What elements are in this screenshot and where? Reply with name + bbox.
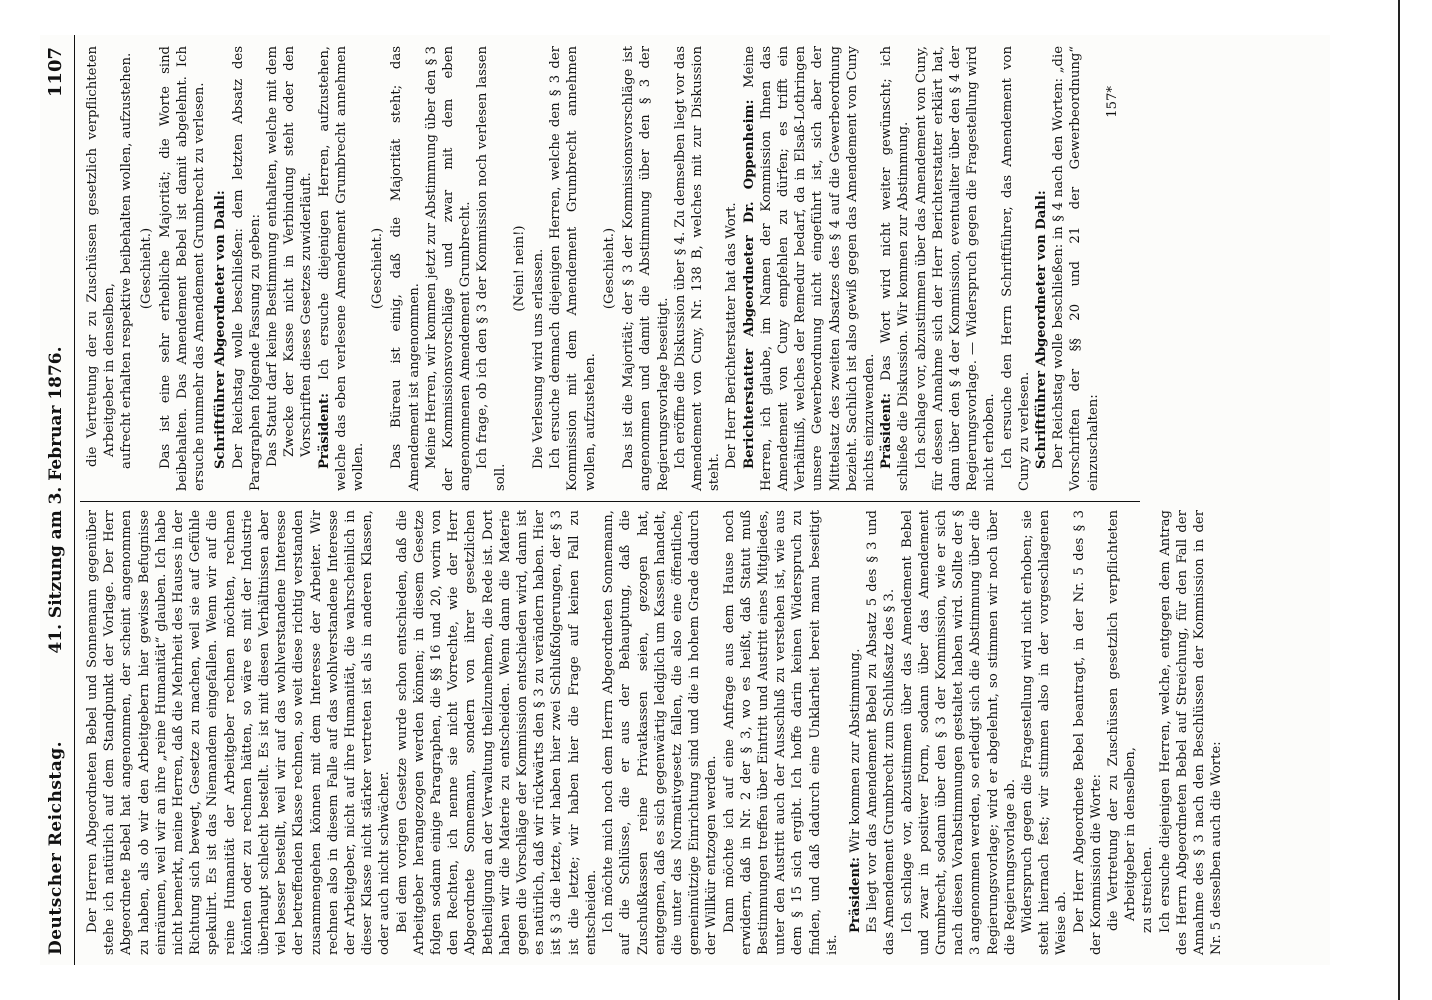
- paragraph: Ich schlage vor, abzustimmen über das Amendement von Cuny, für dessen Annahme sich der Herr Berichterstatter erklärt hat, dann über den § 4 der Kommission, eventualiter über den § 4 der Regierungsvorlage. — Widerspruch gegen die Fragestellung wird nicht erhoben.: [913, 45, 998, 491]
- page-number: 1107: [45, 47, 66, 98]
- paragraph: Der Herr Berichterstatter hat das Wort.: [724, 202, 740, 469]
- footer-number: 157*: [1104, 86, 1120, 118]
- paragraph: aufrecht erhalten respektive beibehalten wollen, aufzustehen.: [119, 52, 135, 469]
- paragraph: Das Büreau ist einig, daß die Majorität steht; das Amendement ist angenommen.: [389, 46, 422, 491]
- right-column: [84, 46, 1121, 491]
- secretary-statement: [212, 46, 229, 491]
- paragraph: Ich möchte mich noch dem Herrn Abgeordneten Sonnemann, auf die Schlüsse, die er aus der Behauptung, daß die Zuschußkassen reine Privatkassen seien, gezogen hat, entgegnen, daß es sich gegenwärtig lediglich um Kassen handelt, die unter das Normativgesetz fallen, die also eine öffentliche, gemeinnützige Einrichtung sind und die in hohem Grade dadurch der Willkür entzogen werden.: [601, 510, 720, 955]
- paragraph: zu streichen.: [1140, 846, 1156, 933]
- reporter-statement: [741, 46, 879, 491]
- paragraph: Das ist eine sehr erhebliche Majorität; die Worte sind beibehalten. Das Amendement Bebel ist damit abgelehnt. Ich ersuche nunmehr das Amendement Grumbrecht zu verlesen.: [157, 46, 208, 491]
- president-statement: [847, 510, 864, 955]
- interjection: (Geschieht.): [601, 227, 617, 310]
- scanned-page: [40, 35, 1330, 965]
- paragraph: Ich eröffne die Diskussion über § 4. Zu demselben liegt vor das Amendement von Cuny, Nr. 138 B, welches mit zur Diskussion steht.: [672, 46, 723, 491]
- paragraph: Der Herr Abgeordnete Bebel beantragt, in der Nr. 5 des § 3 der Kommission die Worte:: [1071, 510, 1104, 955]
- paragraph: Ich schlage vor, abzustimmen über das Amendement Bebel und zwar in positiver Form, sodann über das Amendement Grumbrecht, sodann über den § 3 der Kommission, wie er sich nach diesen Vorabstimmungen gestaltet haben wird. Sollte der § 3 angenommen werden, so erledigt sich die Abstimmung über die Regierungsvorlage; wird er abgelehnt, so stimmen wir noch über die Regierungsvorlage ab.: [899, 510, 1018, 955]
- president-statement: [316, 46, 368, 491]
- president-statement: [878, 46, 912, 491]
- interjection: (Geschieht.): [138, 227, 154, 310]
- quote: Das Statut darf keine Bestimmung enthalten, welche mit dem Zwecke der Kasse nicht in Verbindung steht oder den Vorschriften dieses Gesetzes zuwiderläuft.: [265, 46, 315, 467]
- speech-text: Meine Herren, ich glaube, im Namen der Kommission Ihnen das Amendement von Cuny empfehlen zu dürfen; es trifft ein Verhältniß, welches der Remedur bedarf, da in Elsaß-Lothringen unsere Gewerbeordnung nicht eingeführt ist, sich aber der Mittelsatz des zweiten Absatzes des § 4 auf die Gewerbeordnung bezieht. Sachlich ist also gewiß gegen das Amendement von Cuny nichts einzuwenden.: [741, 46, 877, 491]
- digitization-note: [1410, 140, 1424, 840]
- speaker-label: Berichterstatter Abgeordneter Dr. Oppenheim:: [741, 99, 757, 469]
- interjection: (Geschieht.): [370, 227, 386, 310]
- quote: die Vertretung der zu Zuschüssen gesetzlich verpflichteten Arbeitgeber in denselben,: [1105, 510, 1139, 931]
- interjection: (Nein! nein!): [511, 225, 527, 312]
- scan-edge: [1398, 0, 1400, 1000]
- paragraph: Es liegt vor das Amendement Bebel zu Absatz 5 des § 3 und das Amendement Grumbrecht zum Schlußsatz des § 3.: [865, 510, 898, 955]
- speech-text: Wir kommen zur Abstimmung.: [847, 648, 863, 857]
- paragraph: Ich ersuche diejenigen Herren, welche, entgegen dem Antrag des Herrn Abgeordneten Bebel auf Streichung, für den Fall der Annahme des § 3 nach den Beschlüssen der Kommission in der Nr. 5 desselben auch die Worte:: [1157, 510, 1225, 955]
- paragraph: Ich ersuche den Herrn Schriftführer, das Amendement von Cuny zu verlesen.: [999, 46, 1032, 491]
- secretary-statement: [1033, 46, 1050, 491]
- header-session: 41. Sitzung am 3. Februar 1876.: [46, 346, 66, 654]
- paragraph: Das ist die Majorität; der § 3 der Kommissionsvorschläge ist angenommen und damit die Abstimmung über den § 3 der Regierungsvorlage beseitigt.: [621, 46, 671, 491]
- paragraph: Der Reichstag wolle beschließen: in § 4 nach den Worten: „die Vorschriften der §§ 20 und 21 der Gewerbeordnung“ einzuschalten:: [1051, 46, 1101, 491]
- column-divider: [80, 501, 1140, 502]
- paragraph: Meine Herren, wir kommen jetzt zur Abstimmung über den § 3 der Kommissionsvorschläge und zwar mit dem eben angenommenen Amendement Grumbrecht.: [423, 46, 474, 491]
- paragraph: Widerspruch gegen die Fragestellung wird nicht erhoben; sie steht hiernach fest; wir stimmen also in der vorgeschlagenen Weise ab.: [1019, 510, 1070, 955]
- paragraph: Ich ersuche demnach diejenigen Herren, welche den § 3 der Kommission mit dem Amendement Grumbrecht annehmen wollen, aufzustehen.: [548, 46, 598, 491]
- speaker-label: Präsident:: [316, 392, 332, 469]
- quote: die Vertretung der zu Zuschüssen gesetzlich verpflichteten Arbeitgeber in denselben,: [85, 46, 118, 467]
- paragraph: Der Reichstag wolle beschließen: dem letzten Absatz des Paragraphen folgende Fassung zu geben:: [230, 46, 263, 491]
- paragraph: Bei dem vorigen Gesetze wurde schon entschieden, daß die Arbeitgeber herangezogen werden können; in diesem Gesetze folgen sodann einige Paragraphen, die §§ 16 und 20, worin von den Rechten, ich nenne sie nicht Vorrechte, wie der Herr Abgeordnete Sonnemann, sondern von ihrer gesetzlichen Betheiligung an der Verwaltung theilzunehmen, die Rede ist. Dort haben wir die Materie zu entscheiden. Wenn dann die Materie gegen die Vorschläge der Kommission entschieden wird, dann ist es natürlich, daß wir rückwärts den § 3 zu verändern haben. Hier ist § 3 die letzte, wir haben hier zwei Schlußfolgerungen, der § 3 ist die letzte; wir haben hier die Frage auf keinen Fall zu entscheiden.: [394, 510, 599, 955]
- speaker-label: Schriftführer Abgeordneter von Dahl:: [1033, 190, 1049, 469]
- left-column: [84, 510, 1225, 955]
- speaker-label: Präsident:: [847, 856, 863, 933]
- paragraph: Ich frage, ob ich den § 3 der Kommission noch verlesen lassen soll.: [475, 46, 508, 491]
- speaker-label: Schriftführer Abgeordneter von Dahl:: [213, 190, 229, 469]
- paragraph: Dann möchte ich auf eine Anfrage aus dem Hause noch erwidern, daß in Nr. 2 der § 3, wo es heißt, daß Statut muß Bestimmungen treffen über Eintritt und Austritt eines Mitgliedes, unter den Austritt auch der Ausschluß zu verstehen ist, wie aus dem § 15 sich ergibt. Ich hoffe darin keinen Widerspruch zu finden, und daß dadurch eine Unklarheit bereit manu beseitigt ist.: [721, 510, 840, 955]
- page-header: [40, 35, 75, 965]
- speaker-label: Präsident:: [879, 392, 895, 469]
- speech-text: Das Wort wird nicht weiter gewünscht; ich schließe die Diskussion. Wir kommen zur Abstimmung.: [879, 46, 912, 491]
- speech-text: Ich ersuche diejenigen Herren, aufzustehen, welche das eben verlesene Amendement Grumbrecht annehmen wollen.: [316, 46, 367, 491]
- paragraph: Der Herren Abgeordneten Bebel und Sonnemann gegenüber stehe ich natürlich auf dem Standpunkt der Vorlage. Der Herr Abgeordnete Bebel hat angenommen, der scheint angenommen zu haben, als ob wir den Arbeitgebern hier gewisse Befugnisse einräumen, weil wir an ihre „reine Humanität“ glauben. Ich habe nicht bemerkt, meine Herren, daß die Mehrheit des Hauses in der Richtung sich bewegt, Gesetze zu machen, weil sie auf Gefühle spekulirt. Es ist das Niemandem eingefallen. Wenn wir auf die reine Humanität der Arbeitgeber rechnen möchten, rechnen könnten oder zu rechnen hätten, so wäre es mit der Industrie überhaupt schlecht bestellt. Es ist mit diesen Verhältnissen aber viel besser bestellt, weil wir auf das wohlverstandene Interesse der betreffenden Klasse rechnen, so weit diese richtig verstanden zusammengehen können mit dem Interesse der Arbeiter. Wir rechnen also in diesem Falle auf das wohlverstandene Interesse der Arbeitgeber, nicht auf ihre Humanität, die wahrscheinlich in dieser Klasse nicht stärker vertreten ist als in anderen Klassen, oder auch nicht schwächer.: [85, 510, 393, 955]
- paragraph: Die Verlesung wird uns erlassen.: [531, 248, 547, 469]
- header-title-left: Deutscher Reichstag.: [46, 740, 66, 955]
